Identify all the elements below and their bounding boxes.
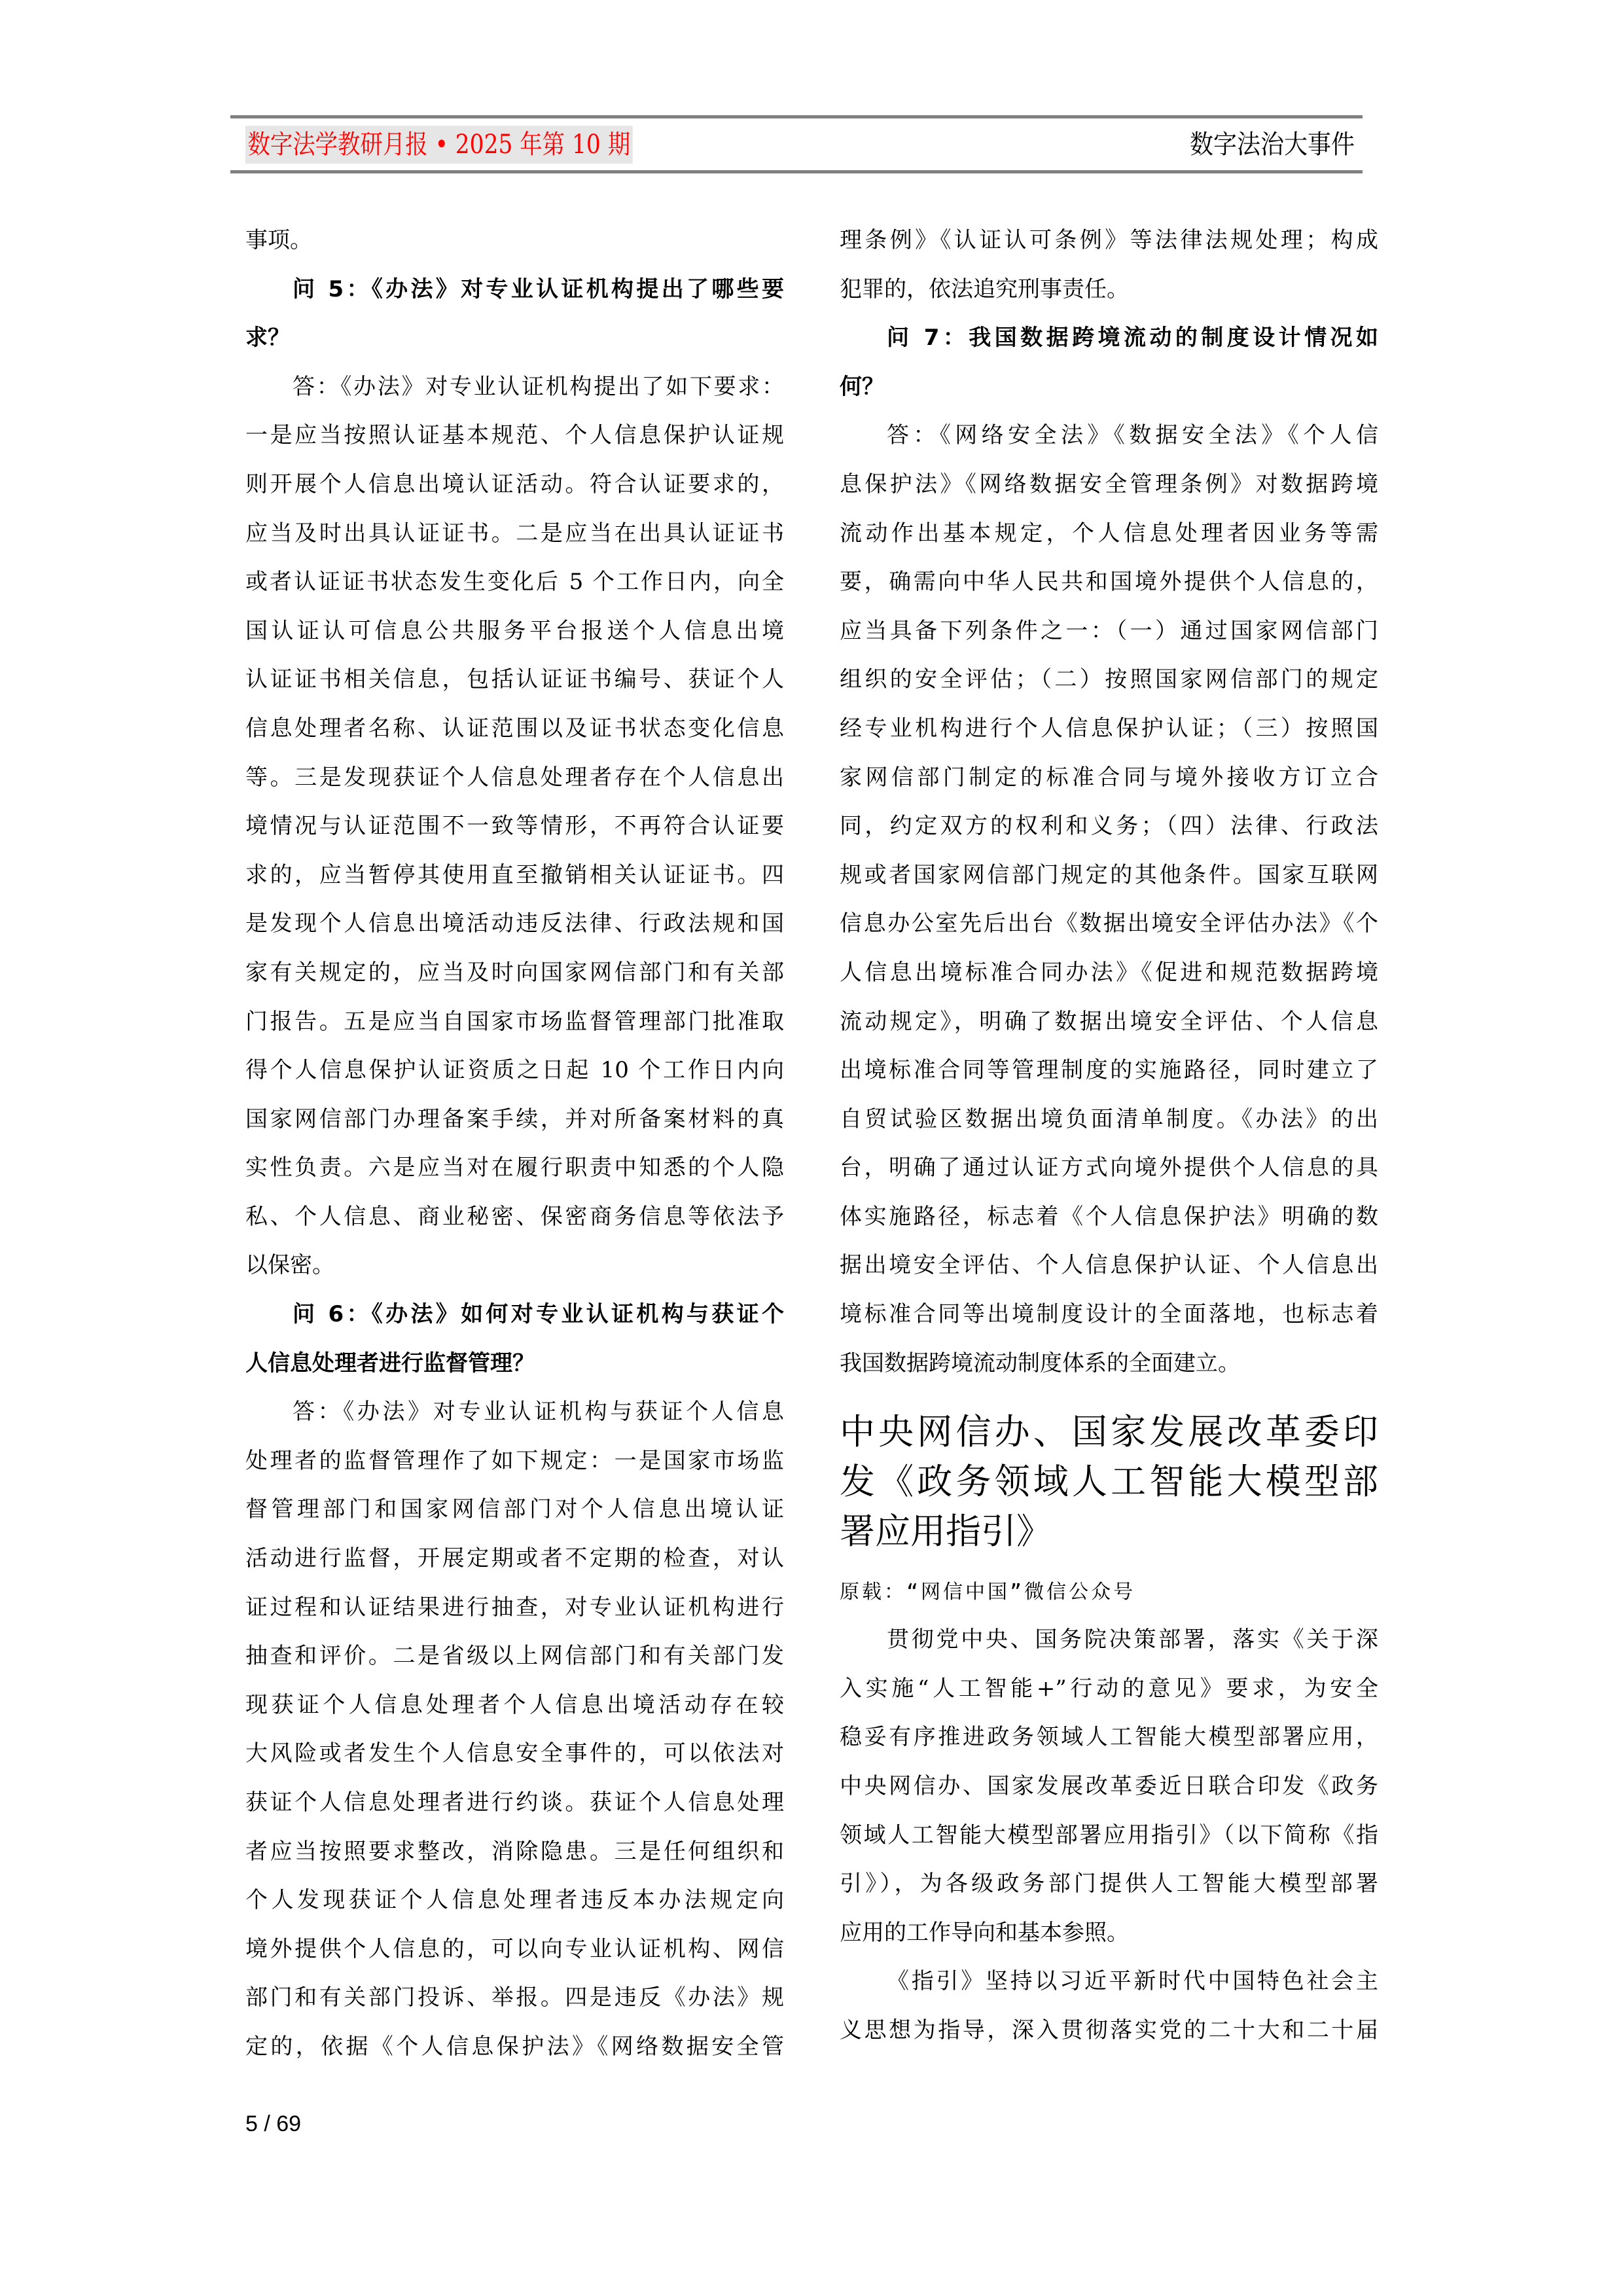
text-line: 个人发现获证个人信息处理者违反本办法规定向 <box>245 1887 784 1914</box>
text-line: 应当及时出具认证证书。二是应当在出具认证证书 <box>245 520 784 547</box>
header-rule-top <box>230 115 1363 118</box>
text-line: 则开展个人信息出境认证活动。符合认证要求的， <box>245 471 784 497</box>
question-line: 人信息处理者进行监督管理？ <box>245 1350 535 1376</box>
text-line: 入实施“人工智能+”行动的意见》要求，为安全 <box>840 1675 1378 1702</box>
page-number: 5 / 69 <box>245 2111 302 2136</box>
text-line: 抽查和评价。二是省级以上网信部门和有关部门发 <box>245 1643 784 1670</box>
text-line: 境外提供个人信息的，可以向专业认证机构、网信 <box>245 1935 784 1962</box>
text-line: 《指引》坚持以习近平新时代中国特色社会主 <box>887 1968 1378 1995</box>
text-line: 是发现个人信息出境活动违反法律、行政法规和国 <box>245 910 784 937</box>
text-line: 大风险或者发生个人信息安全事件的，可以依法对 <box>245 1740 784 1767</box>
question-line: 问 6：《办法》如何对专业认证机构与获证个 <box>293 1301 784 1328</box>
article-title <box>840 1407 1378 1556</box>
text-line: 稳妥有序推进政务领域人工智能大模型部署应用， <box>840 1724 1378 1751</box>
text-line: 规或者国家网信部门规定的其他条件。国家互联网 <box>840 861 1378 888</box>
text-line: 应当具备下列条件之一：（一）通过国家网信部门 <box>840 617 1378 644</box>
section-title: 数字法治大事件 <box>1190 130 1355 160</box>
text-line: 贯彻党中央、国务院决策部署，落实《关于深 <box>887 1626 1378 1653</box>
left-column <box>245 216 784 2072</box>
text-line: 同，约定双方的权利和义务；（四）法律、行政法 <box>840 813 1378 840</box>
article-title-line: 中央网信办、国家发展改革委印 <box>840 1411 1378 1453</box>
question-line: 问 7：我国数据跨境流动的制度设计情况如 <box>887 325 1378 351</box>
text-line: 证过程和认证结果进行抽查，对专业认证机构进行 <box>245 1594 784 1621</box>
right-column <box>840 216 1378 2055</box>
text-line: 义思想为指导，深入贯彻落实党的二十大和二十届 <box>840 2017 1378 2043</box>
text-line: 流动规定》，明确了数据出境安全评估、个人信息 <box>840 1008 1378 1035</box>
text-line: 私、个人信息、商业秘密、保密商务信息等依法予 <box>245 1203 784 1230</box>
text-line: 台，明确了通过认证方式向境外提供个人信息的具 <box>840 1155 1378 1181</box>
question-line: 问 5：《办法》对专业认证机构提出了哪些要 <box>293 276 784 302</box>
article-title-line: 发《政务领域人工智能大模型部 <box>840 1461 1378 1503</box>
text-line: 我国数据跨境流动制度体系的全面建立。 <box>840 1350 1240 1376</box>
text-line: 应用的工作导向和基本参照。 <box>840 1919 1129 1946</box>
text-line: 引》），为各级政务部门提供人工智能大模型部署 <box>840 1871 1378 1897</box>
text-line: 国家网信部门办理备案手续，并对所备案材料的真 <box>245 1105 784 1132</box>
text-line: 实性负责。六是应当对在履行职责中知悉的个人隐 <box>245 1155 784 1181</box>
text-line: 家有关规定的，应当及时向国家网信部门和有关部 <box>245 959 784 986</box>
text-line: 答：《网络安全法》《数据安全法》《个人信 <box>887 422 1378 449</box>
text-line: 人信息出境标准合同办法》《促进和规范数据跨境 <box>840 959 1378 986</box>
text-line: 组织的安全评估；（二）按照国家网信部门的规定 <box>840 666 1378 693</box>
text-line: 认证证书相关信息，包括认证证书编号、获证个人 <box>245 666 784 693</box>
question-line: 求？ <box>245 325 290 351</box>
text-line: 答：《办法》对专业认证机构与获证个人信息 <box>293 1399 784 1426</box>
text-line: 求的，应当暂停其使用直至撤销相关认证证书。四 <box>245 861 784 888</box>
text-line: 答：《办法》对专业认证机构提出了如下要求： <box>293 373 784 400</box>
text-line: 活动进行监督，开展定期或者不定期的检查，对认 <box>245 1545 784 1572</box>
text-line: 定的，依据《个人信息保护法》《网络数据安全管 <box>245 2033 784 2060</box>
text-line: 理条例》《认证认可条例》等法律法规处理；构成 <box>840 227 1378 253</box>
text-line: 体实施路径，标志着《个人信息保护法》明确的数 <box>840 1203 1378 1230</box>
text-line: 或者认证证书状态发生变化后 5 个工作日内，向全 <box>245 569 784 596</box>
text-line: 家网信部门制定的标准合同与境外接收方订立合 <box>840 764 1378 791</box>
qa-continuation <box>840 216 1378 1388</box>
text-line: 一是应当按照认证基本规范、个人信息保护认证规 <box>245 422 784 449</box>
text-line: 以保密。 <box>245 1252 334 1279</box>
text-line: 中央网信办、国家发展改革委近日联合印发《政务 <box>840 1773 1378 1800</box>
header-rule-bottom <box>230 170 1363 173</box>
text-line: 门报告。五是应当自国家市场监督管理部门批准取 <box>245 1008 784 1035</box>
text-line: 经专业机构进行个人信息保护认证；（三）按照国 <box>840 715 1378 742</box>
text-line: 要，确需向中华人民共和国境外提供个人信息的， <box>840 569 1378 596</box>
text-line: 犯罪的，依法追究刑事责任。 <box>840 276 1129 302</box>
publication-title: 数字法学教研月报 • 2025 年第 10 期 <box>245 126 633 164</box>
text-line: 据出境安全评估、个人信息保护认证、个人信息出 <box>840 1252 1378 1279</box>
article-body <box>840 1615 1378 2054</box>
text-line: 处理者的监督管理作了如下规定：一是国家市场监 <box>245 1447 784 1474</box>
text-line: 出境标准合同等管理制度的实施路径，同时建立了 <box>840 1057 1378 1084</box>
text-line: 领域人工智能大模型部署应用指引》（以下简称《指 <box>840 1821 1378 1848</box>
text-line: 现获证个人信息处理者个人信息出境活动存在较 <box>245 1691 784 1718</box>
text-line: 自贸试验区数据出境负面清单制度。《办法》的出 <box>840 1105 1378 1132</box>
text-line: 获证个人信息处理者进行约谈。获证个人信息处理 <box>245 1789 784 1816</box>
text-line: 息保护法》《网络数据安全管理条例》对数据跨境 <box>840 471 1378 497</box>
text-line: 流动作出基本规定，个人信息处理者因业务等需 <box>840 520 1378 547</box>
text-line: 境情况与认证范围不一致等情形，不再符合认证要 <box>245 813 784 840</box>
question-line: 何？ <box>840 373 884 400</box>
text-line: 信息办公室先后出台《数据出境安全评估办法》《个 <box>840 910 1378 937</box>
text-line: 督管理部门和国家网信部门对个人信息出境认证 <box>245 1496 784 1523</box>
text-line: 得个人信息保护认证资质之日起 10 个工作日内向 <box>245 1057 784 1084</box>
article-title-line: 署应用指引》 <box>840 1511 1052 1552</box>
article-source: 原载：“网信中国”微信公众号 <box>840 1581 1136 1604</box>
text-line: 等。三是发现获证个人信息处理者存在个人信息出 <box>245 764 784 791</box>
text-line: 部门和有关部门投诉、举报。四是违反《办法》规 <box>245 1984 784 2011</box>
text-line: 国认证认可信息公共服务平台报送个人信息出境 <box>245 617 784 644</box>
text-line: 事项。 <box>245 227 312 253</box>
text-line: 者应当按照要求整改，消除隐患。三是任何组织和 <box>245 1838 784 1865</box>
text-line: 境标准合同等出境制度设计的全面落地，也标志着 <box>840 1301 1378 1328</box>
text-line: 信息处理者名称、认证范围以及证书状态变化信息 <box>245 715 784 742</box>
